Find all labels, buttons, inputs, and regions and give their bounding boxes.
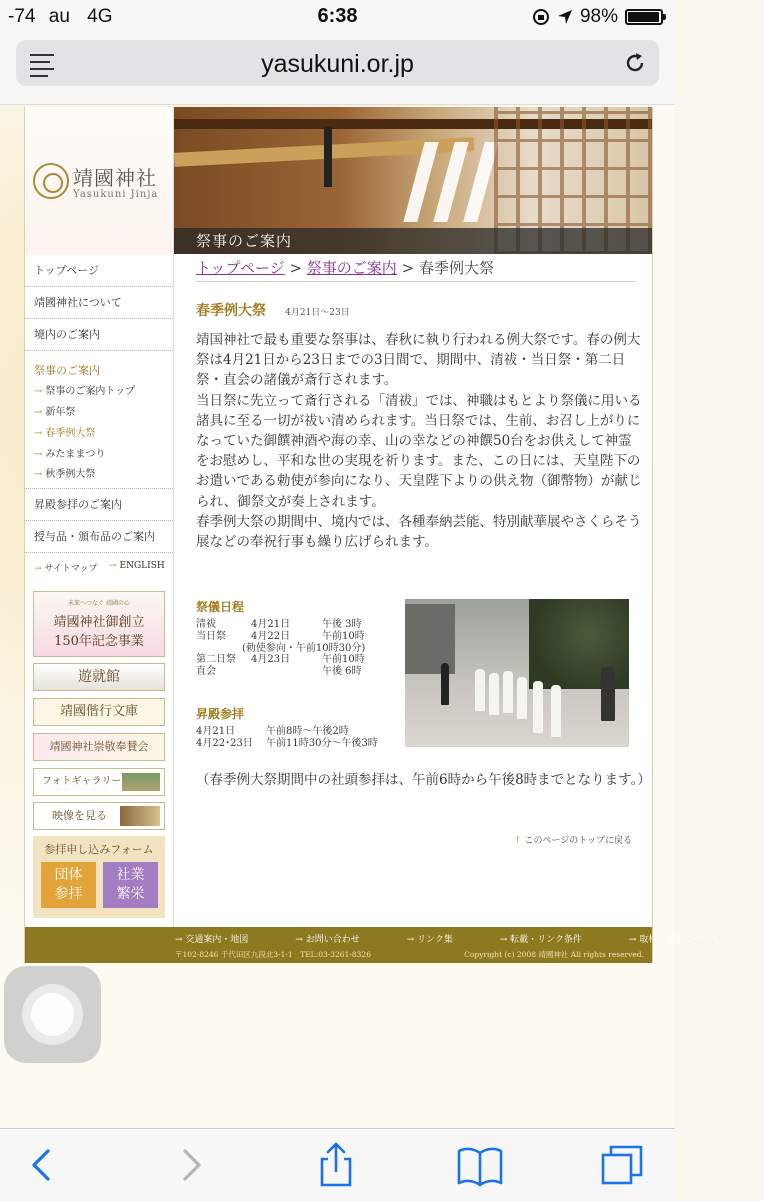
arrow-icon: → [34, 407, 43, 418]
shoden-title: 昇殿参拝 [196, 707, 245, 721]
nav-item-grounds[interactable]: 境内のご案内 [25, 319, 173, 351]
banner-yushukan[interactable]: 遊就館 [33, 663, 165, 691]
arrow-icon: → [34, 386, 43, 397]
article-title-row [196, 300, 350, 320]
nav-sub-spring-festival[interactable]: → 春季例大祭 [34, 428, 96, 439]
nav-sitemap[interactable]: → サイトマップ [34, 564, 98, 574]
location-arrow-icon [557, 9, 573, 25]
banner-anniversary[interactable] [33, 591, 165, 657]
logo-roman: Yasukuni Jinja [73, 189, 159, 200]
logo-kanji: 靖國神社 [73, 166, 157, 190]
article-paragraph: 春季例大祭の期間中、境内では、各種奉納芸能、特別献華展やさくらそう展などの奉祝行事も繰り広げられます。 [196, 513, 642, 551]
apply-form-box [33, 836, 165, 918]
banner-video[interactable] [33, 802, 165, 830]
footer-links [175, 932, 764, 945]
status-bar [0, 0, 675, 34]
article-body [196, 330, 644, 552]
url-text[interactable]: yasukuni.or.jp [261, 50, 414, 78]
breadcrumb [196, 257, 636, 282]
photo-priest [489, 673, 499, 715]
battery-icon [625, 9, 663, 25]
hero-image [174, 107, 652, 254]
photo-priest [475, 669, 485, 711]
footer-link-contact[interactable]: → お問い合わせ [295, 935, 360, 945]
breadcrumb-home[interactable]: トップページ [196, 259, 285, 277]
banner-photo-label: フォトギャラリー [42, 776, 122, 787]
footer-address: 〒102-8246 千代田区九段北3-1-1 TEL:03-3261-8326 [175, 950, 371, 959]
hero-caption: 祭事のご案内 [174, 228, 652, 254]
share-icon[interactable] [311, 1141, 361, 1189]
arrow-icon: → [109, 561, 117, 571]
nav-events-title[interactable]: 祭事のご案内 [34, 364, 100, 377]
nav-english[interactable]: → ENGLISH [109, 561, 165, 571]
breadcrumb-separator: > [289, 259, 303, 277]
nav-item-amulets[interactable]: 授与品・頒布品のご案内 [25, 521, 173, 553]
article-paragraph: 当日祭に先立って斎行される「清祓」では、神職はもとより祭儀に用いる諸具に至る一切が祓い清められます。当日祭では、生前、お召し上がりになっていた御饌神酒や海の幸、山の幸などの神饌50台をお供えして神霊をお慰めし、平和な世の実現を祈ります。また、この日には、天皇陛下のお遣いである勅使が参向になり、天皇陛下よりの供え物（御幣物）が献じられ、御祭文が奏上されます。 [196, 392, 642, 510]
apply-form-title: 参拝申し込みフォーム [44, 843, 154, 856]
carrier-name: au [48, 6, 70, 27]
battery-level [628, 12, 659, 22]
article-date: 4月21日～23日 [285, 308, 350, 318]
back-to-top-link[interactable] [514, 833, 632, 846]
arrow-icon: → [34, 428, 43, 439]
assistive-touch-button[interactable] [4, 966, 101, 1063]
bookmarks-icon[interactable] [455, 1141, 505, 1189]
battery-percent: 98% [579, 6, 618, 27]
browser-toolbar [0, 1128, 675, 1201]
photo-priest [533, 681, 543, 733]
site-footer [25, 927, 721, 963]
banner-photo-gallery[interactable] [33, 768, 165, 796]
clock: 6:38 [317, 5, 358, 27]
nav-item-top[interactable]: トップページ [25, 255, 173, 287]
photo-person [601, 667, 615, 721]
nav-item-about[interactable]: 靖國神社について [25, 287, 173, 319]
apply-group-button[interactable] [41, 862, 96, 908]
footer-copyright: Copyright (c) 2008 靖國神社 All rights reserved. [464, 950, 644, 959]
footer-link-access[interactable]: → 交通案内・地図 [175, 935, 249, 945]
photo-person [441, 663, 449, 705]
nav-sub-mitama[interactable]: → みたままつり [34, 449, 106, 460]
breadcrumb-separator: > [401, 259, 415, 277]
back-to-top-label: このページのトップに戻る [524, 836, 632, 846]
hero-rope [324, 127, 332, 187]
banner-anniversary-tagline: 未来へつなぐ 靖國の心 [68, 600, 130, 607]
status-icons [532, 6, 663, 28]
procession-photo [405, 599, 629, 747]
tabs-icon[interactable] [597, 1141, 647, 1189]
back-icon[interactable] [18, 1141, 68, 1189]
photo-thumbnail-icon [122, 773, 160, 791]
arrow-icon: → [34, 469, 43, 480]
apply-company-button[interactable] [103, 862, 158, 908]
hero-shide-paper [433, 142, 468, 222]
footer-link-links[interactable]: → リンク集 [406, 935, 453, 945]
signal-strength: -74 [8, 6, 36, 27]
banner-video-label: 映像を見る [52, 809, 107, 822]
network-type: 4G [87, 6, 113, 27]
arrow-icon: → [34, 449, 43, 460]
nav-sub-events-top[interactable]: → 祭事のご案内トップ [34, 386, 136, 397]
video-thumbnail-icon [120, 806, 160, 826]
article-paragraph: 靖国神社で最も重要な祭事は、春秋に執り行われる例大祭です。春の例大祭は4月21日から23日までの3日間で、期間中、清祓・当日祭・第二日祭・直会の諸儀が斎行されます。 [196, 332, 641, 389]
apply-company-label: 社業繁栄 [116, 867, 145, 902]
rotation-lock-icon [532, 8, 550, 26]
photo-priest [503, 671, 513, 713]
arrow-up-icon: ↑ [514, 836, 522, 846]
web-page: 靖國神社 Yasukuni Jinja トップページ 靖國神社について 境内のご案内 祭事のご案内 → 祭事のご案内トップ → 新年祭 → 春季例大祭 → みたままつり → 秋季例大祭 昇殿参拝のご案内 授与品・頒布品のご案内 → サイトマップ → ENGLISH 未来へつなぐ 靖國の心 靖國神社御創立 150年記念事業 遊就館 靖國偕行文庫 靖國神社崇敬奉賛会 フォトギャラリー 映像を見る 参拝申し込みフォーム 団体参拝 社業繁栄 祭事のご案内 トップページ > 祭事のご案内 > 春季例大祭 春季例大祭 4月21日～23日 靖国神社で最も重要な祭事は、春秋に執り行われる例大祭です。春の例大祭は4月21日から23日までの3日間で、期間中、清祓・当日祭・第二日祭・直会の諸儀が斎行されます。 当日祭に先立って斎行される「清祓」では、神職はもとより祭儀に用いる諸具に至る一切が祓い清められます。当日祭では、生前、お召し上がりになっていた御饌神酒や海の幸、山の幸などの神饌50台をお供えして神霊をお慰めし、平和な世の実現を祈ります。また、この日には、天皇陛下のお遣いである勅使が参向になり、天皇陛下よりの供え物（御幣物）が献じられ、御祭文が奏上されます。 春季例大祭の期間中、境内では、各種奉納芸能、特別献華展やさくらそう展などの奉祝行事も繰り広げられます。 祭儀日程 清祓 4月21日 午後 3時 当日祭 4月22日 午前10時 (勅使参向・午前10時30分) 第二日祭 4月23日 午前10時 直会 午後 6時 昇殿参拝 4月21日 午前8時～午後2時 4月22･23日 午前11時30分～午後3時 （春季例大祭期間中の社頭参拝は、午前6時から午後8時までとなります。） ↑ このページのトップに戻る → 交通案内・地図 → お問い合わせ → リンク集 → 転載・リンク条件 → 取材・撮影について 〒102-8246 千代田区九段北3-1-1 TEL:03-3261-8326 Copyright (c) 2008 靖國神社 All rights reserved. [24, 107, 653, 963]
browser-address-area [0, 34, 675, 105]
apply-group-label: 団体参拝 [54, 867, 83, 902]
banner-anniversary-line1: 靖國神社御創立 [53, 615, 145, 630]
sidebar [25, 107, 174, 927]
arrow-icon: → [34, 564, 42, 574]
site-logo[interactable] [25, 107, 173, 255]
banner-library[interactable]: 靖國偕行文庫 [33, 698, 165, 726]
footer-link-press[interactable]: → 取材・撮影について [628, 935, 721, 945]
banner-sukeikai[interactable]: 靖國神社崇敬奉賛会 [33, 733, 165, 761]
photo-priest [517, 677, 527, 719]
photo-priest [551, 685, 561, 737]
reload-icon[interactable] [623, 51, 647, 75]
url-field[interactable] [16, 40, 659, 86]
visiting-hours-note: （春季例大祭期間中の社頭参拝は、午前6時から午後8時までとなります。） [196, 772, 651, 788]
chrysanthemum-crest-icon [33, 163, 69, 199]
breadcrumb-current: 春季例大祭 [418, 259, 494, 277]
nav-sub-autumn-festival[interactable]: → 秋季例大祭 [34, 469, 96, 480]
breadcrumb-events[interactable]: 祭事のご案内 [306, 259, 397, 277]
banner-anniversary-line2: 150年記念事業 [54, 634, 144, 649]
nav-sub-new-year[interactable]: → 新年祭 [34, 407, 76, 418]
nav-item-shoden[interactable]: 昇殿参拝のご案内 [25, 489, 173, 521]
footer-link-reprint[interactable]: → 転載・リンク条件 [499, 935, 582, 945]
forward-icon[interactable] [165, 1141, 215, 1189]
article-title: 春季例大祭 [196, 303, 266, 319]
schedule-title: 祭儀日程 [196, 600, 245, 614]
